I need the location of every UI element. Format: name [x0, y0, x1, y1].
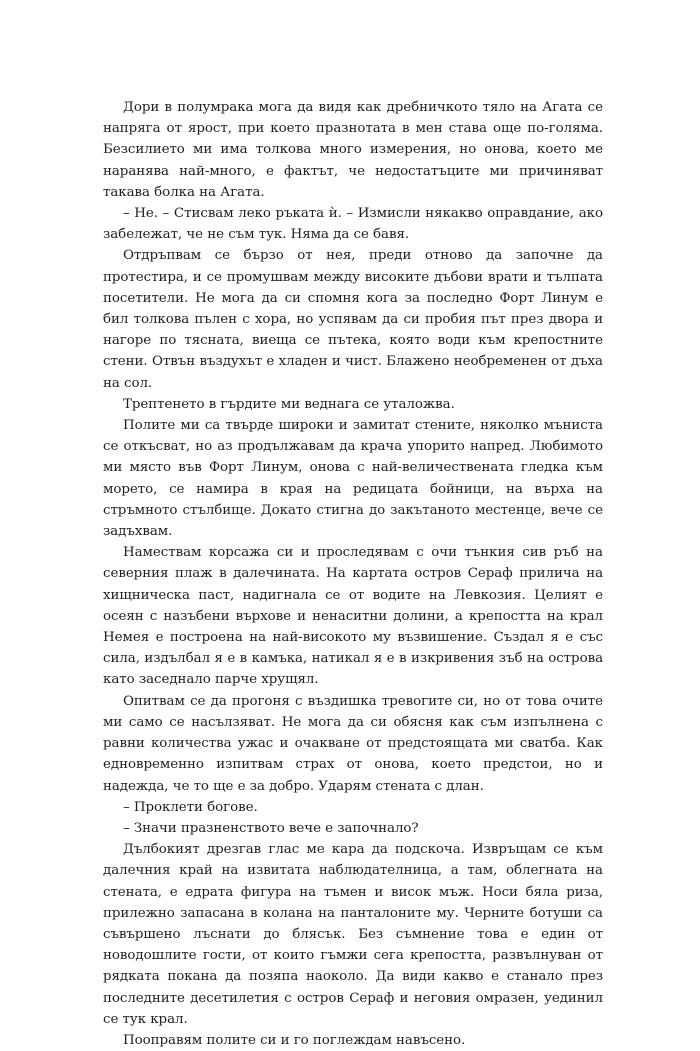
- paragraph: Дълбокият дрезгав глас ме кара да подскоча. Извръщам се към далечния край на извитата наблюдателница, а там, облегната на стената, е едрата фигура на тъмен и висок мъж. Носи бяла риза, прилежно запасана в колана на панталоните му. Черните ботуши са съвършено лъснати до блясък. Без съмнение това е един от новодошлите гости, от които гъмжи сега крепостта, развълнуван от рядката покана да позяпа наоколо. Да види какво е станало през последните десетилетия с остров Сераф и неговия омразен, уединил се тук крал.: [103, 842, 603, 1027]
- paragraph: Отдръпвам се бързо от нея, преди отново да започне да протестира, и се промушвам между високите дъбови врати и тълпата посетители. Не мога да си спомня кога за последно Форт Линум е бил толкова пълен с хора, но успявам да си пробия път през двора и нагоре по тясната, виеща се пътека, която води към крепостните стени. Отвън въздухът е хладен и чист. Блажено необременен от дъха на сол.: [103, 248, 603, 391]
- paragraph: Трептенето в гърдите ми веднага се уталожва.: [123, 396, 455, 412]
- paragraph: – Проклети богове.: [123, 799, 258, 815]
- paragraph: Дори в полумрака мога да видя как дребничкото тяло на Агата се напряга от ярост, при което празнотата в мен става още по-голяма. Безсилието ми има толкова много измерения, но онова, което ме наранява най-много, е фактът, че недостатъците ми причиняват такава болка на Агата.: [103, 100, 603, 200]
- paragraph: Пооправям полите си и го поглеждам навъсено.: [123, 1032, 466, 1048]
- paragraph: – Не. – Стисвам леко ръката ѝ. – Измисли някакво оправдание, ако забележат, че не съм тук. Няма да се бавя.: [103, 206, 603, 243]
- paragraph: Намествам корсажа си и проследявам с очи тънкия сив ръб на северния плаж в далечината. На картата остров Сераф прилича на хищническа паст, надигнала се от водите на Левкозия. Целият е осеян с назъбени върхове и ненаситни долини, а крепостта на крал Немея е построена на най-високото му възвишение. Създал я е със сила, издълбал я е в камъка, натикал я е в изкривения зъб на острова като заседнало парче хрущял.: [103, 545, 603, 688]
- body-text: [103, 97, 603, 1051]
- paragraph: Полите ми са твърде широки и замитат стените, няколко мъниста се откъсват, но аз продължавам да крача упорито напред. Любимото ми място във Форт Линум, онова с най-величествената гледка към морето, се намира в края на редицата бойници, на върха на стръмното стълбище. Докато стигна до закътаното местенце, вече се задъхвам.: [103, 418, 603, 540]
- paragraph: Опитвам се да прогоня с въздишка тревогите си, но от това очите ми само се насълзяват. Не мога да си обясня как съм изпълнена с равни количества ужас и очакване от предстоящата ми сватба. Как едновременно изпитвам страх от онова, което предстои, но и надежда, че то ще е за добро. Ударям стената с длан.: [103, 693, 603, 794]
- paragraph: – Значи празненството вече е започнало?: [123, 820, 419, 836]
